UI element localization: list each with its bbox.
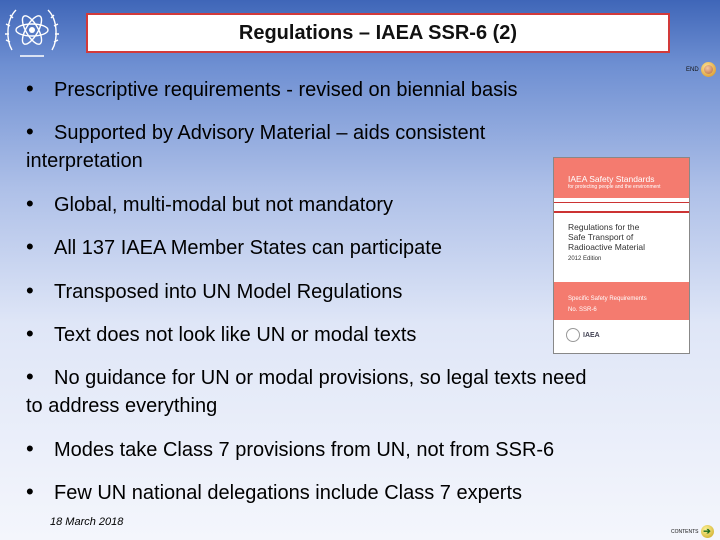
bullet-item: [26, 118, 566, 175]
bullet-text: Few UN national delegations include Class 7 experts: [54, 482, 523, 504]
bullet-text: Modes take Class 7 provisions from UN, not from SSR-6: [54, 439, 555, 461]
bullet-item: [26, 320, 416, 349]
iaea-mini-logo-icon: [566, 328, 580, 342]
bullet-continuation: to address everything: [26, 395, 218, 417]
bullet-continuation: interpretation: [26, 150, 143, 172]
end-label: END: [686, 66, 699, 73]
bullet-dot: •: [26, 278, 34, 303]
bullet-dot: •: [26, 321, 34, 346]
bullet-text: Prescriptive requirements - revised on biennial basis: [54, 79, 518, 101]
title-box: [86, 13, 670, 53]
bullet-text: Supported by Advisory Material – aids consistent: [54, 122, 486, 144]
bullet-item: [26, 478, 522, 507]
bullet-item: [26, 75, 518, 104]
ssr6-book-cover: [553, 157, 690, 354]
bullet-item: [26, 363, 706, 420]
bullet-dot: •: [26, 191, 34, 216]
bullet-item: [26, 190, 393, 219]
bullet-item: [26, 435, 554, 464]
bullet-item: [26, 277, 402, 306]
bullet-dot: •: [26, 479, 34, 504]
bullet-text: All 137 IAEA Member States can participate: [54, 237, 442, 259]
bullet-dot: •: [26, 364, 34, 389]
book-edition: 2012 Edition: [568, 256, 602, 262]
contents-label: CONTENTS: [671, 528, 699, 535]
bullet-dot: •: [26, 436, 34, 461]
bullet-text: Text does not look like UN or modal texts: [54, 324, 417, 346]
bullet-dot: •: [26, 119, 34, 144]
bullet-text: Transposed into UN Model Regulations: [54, 281, 403, 303]
end-button[interactable]: [686, 62, 716, 77]
iaea-logo: [4, 2, 60, 62]
arrow-right-icon: ➔: [701, 525, 714, 538]
bullet-text: Global, multi-modal but not mandatory: [54, 194, 394, 216]
book-publisher: IAEA: [566, 328, 600, 342]
slide-title: Regulations – IAEA SSR-6 (2): [238, 21, 518, 44]
contents-button[interactable]: [671, 525, 714, 538]
book-specific-band: Specific Safety Requirements No. SSR-6: [554, 282, 689, 320]
book-stripes: [554, 202, 689, 213]
bullet-text: No guidance for UN or modal provisions, so legal texts need: [54, 367, 587, 389]
footer-date: 18 March 2018: [50, 516, 124, 528]
face-icon: [701, 62, 716, 77]
bullet-dot: •: [26, 234, 34, 259]
bullet-dot: •: [26, 76, 34, 101]
book-title: Regulations for the Safe Transport of Radioactive Material: [568, 222, 646, 252]
book-series: IAEA Safety Standards for protecting people and the environment: [568, 174, 661, 190]
bullet-item: [26, 233, 442, 262]
